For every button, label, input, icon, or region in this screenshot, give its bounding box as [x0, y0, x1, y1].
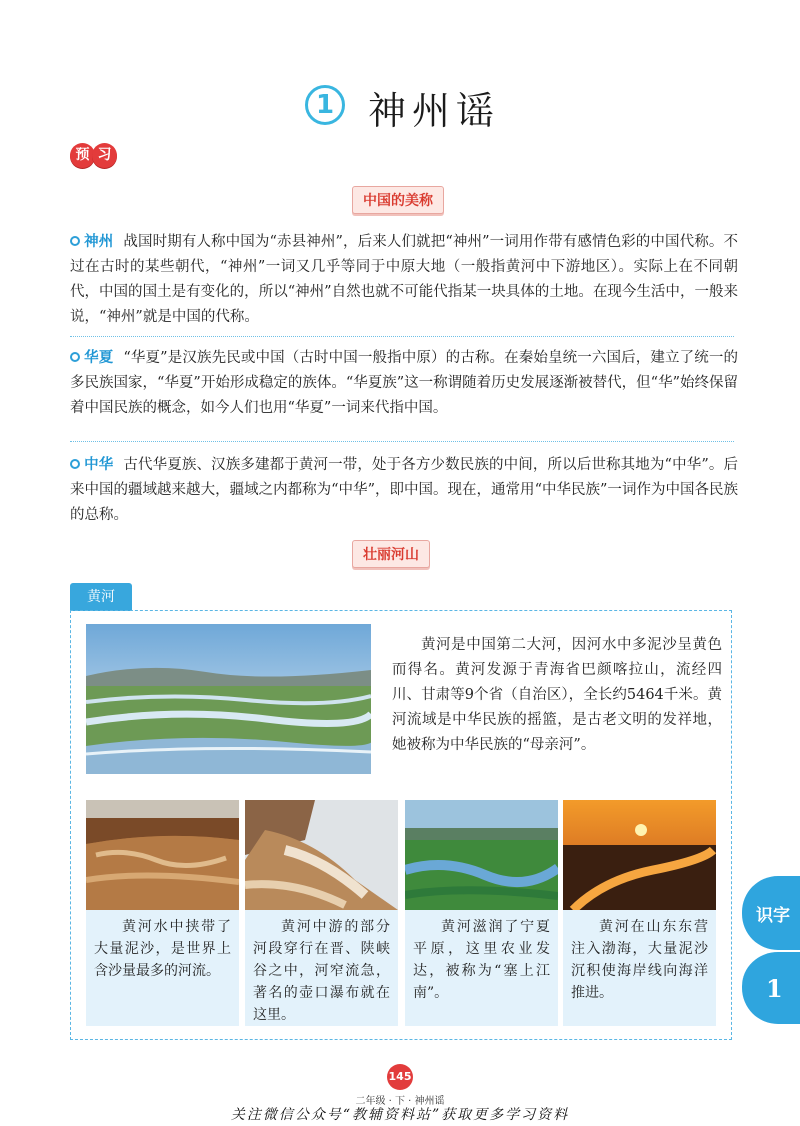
caption-hukou-waterfall: 黄河中游的部分河段穿行在晋、陕峡谷之中，河窄流急，著名的壶口瀑布就在这里。 — [245, 910, 398, 1026]
dotted-divider — [70, 441, 734, 442]
entry-term: 华夏 — [84, 350, 114, 366]
yellow-river-description: 黄河是中国第二大河，因河水中多泥沙呈黄色而得名。黄河发源于青海省巴颜喀拉山，流经四川、甘肃等9个省（自治区），全长约5464千米。黄河流域是中华民族的摇篮，是古老文明的发祥地，她被称为中华民族的“母亲河”。 — [392, 637, 722, 753]
entry-huaxia — [70, 346, 738, 421]
entry-zhonghua — [70, 453, 738, 528]
preview-badge-char-1: 预 — [70, 143, 95, 168]
grade-line: 二年级 · 下 · 神州谣 — [355, 1096, 445, 1107]
section-tag-names: 中国的美称 — [352, 186, 444, 214]
photo-muddy-water — [86, 800, 239, 910]
photo-river-estuary-sunset — [563, 800, 716, 910]
box-tab-yellow-river: 黄河 — [70, 583, 132, 611]
circle-bullet-icon — [70, 352, 80, 362]
entry-text: “华夏”是汉族先民或中国（古时中国一般指中原）的古称。在秦始皇统一六国后，建立了统一的多民族国家，“华夏”开始形成稳定的族体。“华夏族”这一称谓随着历史发展逐渐被替代，但“华”始终保留着中国民族的概念，如今人们也用“华夏”一词来代指中国。 — [70, 350, 739, 416]
side-tab-literacy: 识字 — [742, 876, 800, 950]
photo-hukou-waterfall — [245, 800, 398, 910]
circle-bullet-icon — [70, 236, 80, 246]
section-tag-landscapes: 壮丽河山 — [352, 540, 430, 568]
entry-term: 中华 — [84, 457, 114, 473]
entry-term: 神州 — [84, 234, 114, 250]
watermark-text: 关注微信公众号“教辅资料站”获取更多学习资料 — [230, 1107, 570, 1123]
circle-bullet-icon — [70, 459, 80, 469]
entry-shenzhou — [70, 230, 738, 330]
caption-ningxia-plain: 黄河滋润了宁夏平原，这里农业发达，被称为“塞上江南”。 — [405, 910, 558, 1026]
page-title: 神州谣 — [368, 89, 501, 133]
page-number: 145 — [387, 1064, 413, 1090]
side-tab-unit-number: 1 — [742, 950, 800, 1024]
preview-badge — [70, 143, 114, 168]
photo-yellow-river-grassland — [86, 624, 371, 774]
entry-text: 古代华夏族、汉族多建都于黄河一带，处于各方少数民族的中间，所以后世称其地为“中华”。后来中国的疆域越来越大，疆域之内都称为“中华”，即中国。现在，通常用“中华民族”一词作为中国各民族的总称。 — [70, 457, 739, 523]
entry-text: 战国时期有人称中国为“赤县神州”，后来人们就把“神州”一词用作带有感情色彩的中国代称。不过在古时的某些朝代，“神州”一词又几乎等同于中原大地（一般指黄河中下游地区）。实际上在不同朝代，中国的国土是有变化的，所以“神州”自然也就不可能代指某一块具体的土地。在现今生活中，一般来说，“神州”就是中国的代称。 — [70, 234, 739, 325]
photo-ningxia-plain — [405, 800, 558, 910]
dotted-divider — [70, 336, 734, 337]
preview-badge-char-2: 习 — [92, 143, 117, 168]
caption-muddy-water: 黄河水中挟带了大量泥沙，是世界上含沙量最多的河流。 — [86, 910, 239, 1026]
lesson-number-badge: 1 — [305, 85, 345, 125]
caption-estuary: 黄河在山东东营注入渤海，大量泥沙沉积使海岸线向海洋推进。 — [563, 910, 716, 1026]
